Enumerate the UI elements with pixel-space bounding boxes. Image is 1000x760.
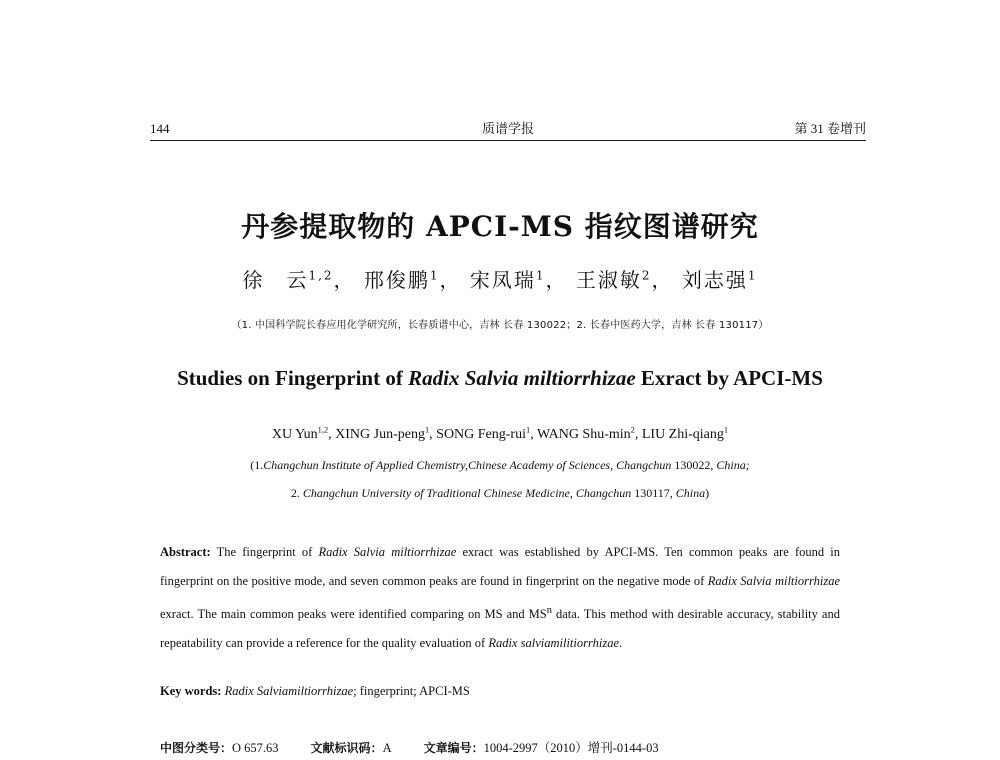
affiliation-suffix: ) (705, 486, 710, 500)
abstract (160, 538, 840, 658)
chinese-authors (0, 264, 1000, 293)
article-number-label: 文章编号： (423, 741, 484, 755)
english-affiliation-2 (0, 486, 1000, 501)
abstract-species: Radix Salvia miltiorrhizae (707, 574, 840, 588)
running-header (150, 118, 866, 141)
affiliation-country: China (675, 486, 706, 500)
abstract-text: exract was established by APCI-MS. Ten common peaks are found in fingerprint on the positive mode, and seven common peaks are found in fingerprint on the negative mode of (160, 545, 840, 588)
keywords-rest: ; fingerprint; APCI-MS (353, 684, 470, 698)
author-name: XING Jun-peng (335, 427, 425, 442)
author-affiliation-mark: 2 (641, 268, 652, 283)
author-affiliation-mark: 1 (429, 268, 440, 283)
author-separator: ， (333, 268, 356, 292)
author-affiliation-mark: 1,2 (317, 425, 329, 435)
chinese-title: 丹参提取物的 APCI-MS 指纹图谱研究 (241, 210, 759, 243)
abstract-species: Radix Salvia miltiorrhizae (318, 545, 457, 559)
document-code-label: 文献标识码： (310, 741, 383, 755)
page-number: 144 (150, 121, 170, 136)
author-affiliation-mark: 1 (535, 268, 546, 283)
english-title-suffix: Exract by APCI-MS (635, 366, 823, 390)
abstract-text: exract. The main common peaks were identified comparing on MS and MS (160, 607, 547, 622)
chinese-affiliation: （1. 中国科学院长春应用化学研究所，长春质谱中心，吉林 长春 130022；2. 长春中医药大学，吉林 长春 130117） (231, 320, 769, 331)
abstract-text: . (619, 636, 623, 651)
abstract-superscript: n (546, 605, 552, 616)
author-separator: ， (651, 268, 674, 292)
document-code-value: A (382, 741, 392, 755)
affiliation-prefix: 2. (290, 486, 303, 500)
english-affiliation-1 (0, 458, 1000, 473)
author-name: 宋凤瑞 (469, 268, 536, 292)
article-number-value: 1004-2997（2010）增刊-0144-03 (483, 741, 659, 755)
abstract-species: Radix salviamilitiorrhizae (488, 636, 619, 651)
author-name: SONG Feng-rui (436, 427, 526, 442)
author-name: XU Yun (271, 427, 318, 442)
author-name: 刘志强 (681, 268, 748, 292)
keywords-label: Key words: (160, 684, 222, 698)
author-name: LIU Zhi-qiang (641, 427, 724, 442)
affiliation-country: China; (716, 458, 750, 472)
author-affiliation-mark: 2 (630, 425, 635, 435)
affiliation-institution: Changchun University of Traditional Chinese Medicine, Changchun (302, 486, 632, 500)
author-separator: , (429, 427, 437, 442)
author-name: 邢俊鹏 (363, 268, 430, 292)
abstract-label: Abstract: (160, 545, 211, 559)
author-affiliation-mark: 1 (747, 268, 758, 283)
english-authors (0, 427, 1000, 443)
affiliation-prefix: (1. (250, 458, 264, 472)
clc-value: O 657.63 (232, 741, 279, 755)
abstract-text: data. This method with desirable accuracy, stability and repeatability can provide a reference for the quality evaluation of (160, 607, 840, 651)
author-affiliation-mark: 1 (424, 425, 430, 435)
affiliation-postcode: 130117, (631, 486, 676, 500)
keywords (160, 684, 840, 699)
author-affiliation-mark: 1,2 (308, 268, 334, 283)
author-separator: , (634, 427, 642, 442)
abstract-text: The fingerprint of (210, 545, 319, 559)
clc-label: 中图分类号： (160, 741, 233, 755)
english-title (0, 366, 1000, 391)
author-separator: , (530, 427, 537, 442)
author-name: WANG Shu-min (536, 427, 631, 442)
affiliation-institution: Changchun Institute of Applied Chemistry,Chinese Academy of Sciences, Changchun (263, 458, 672, 472)
english-title-species: Radix Salvia miltiorrhizae (408, 366, 636, 390)
volume-info: 第 31 卷增刊 (794, 121, 866, 136)
journal-name: 质谱学报 (481, 121, 534, 136)
affiliation-postcode: 130022, (671, 458, 717, 472)
author-affiliation-mark: 1 (723, 425, 729, 435)
english-title-prefix: Studies on Fingerprint of (177, 366, 409, 390)
classification-footer (160, 738, 860, 756)
author-separator: ， (545, 268, 568, 292)
author-separator: , (328, 427, 336, 442)
author-name: 徐 云 (242, 268, 309, 292)
author-name: 王淑敏 (575, 268, 642, 292)
keywords-species: Radix Salviamiltiorrhizae (224, 684, 354, 698)
author-separator: ， (439, 268, 462, 292)
author-affiliation-mark: 1 (526, 425, 531, 435)
